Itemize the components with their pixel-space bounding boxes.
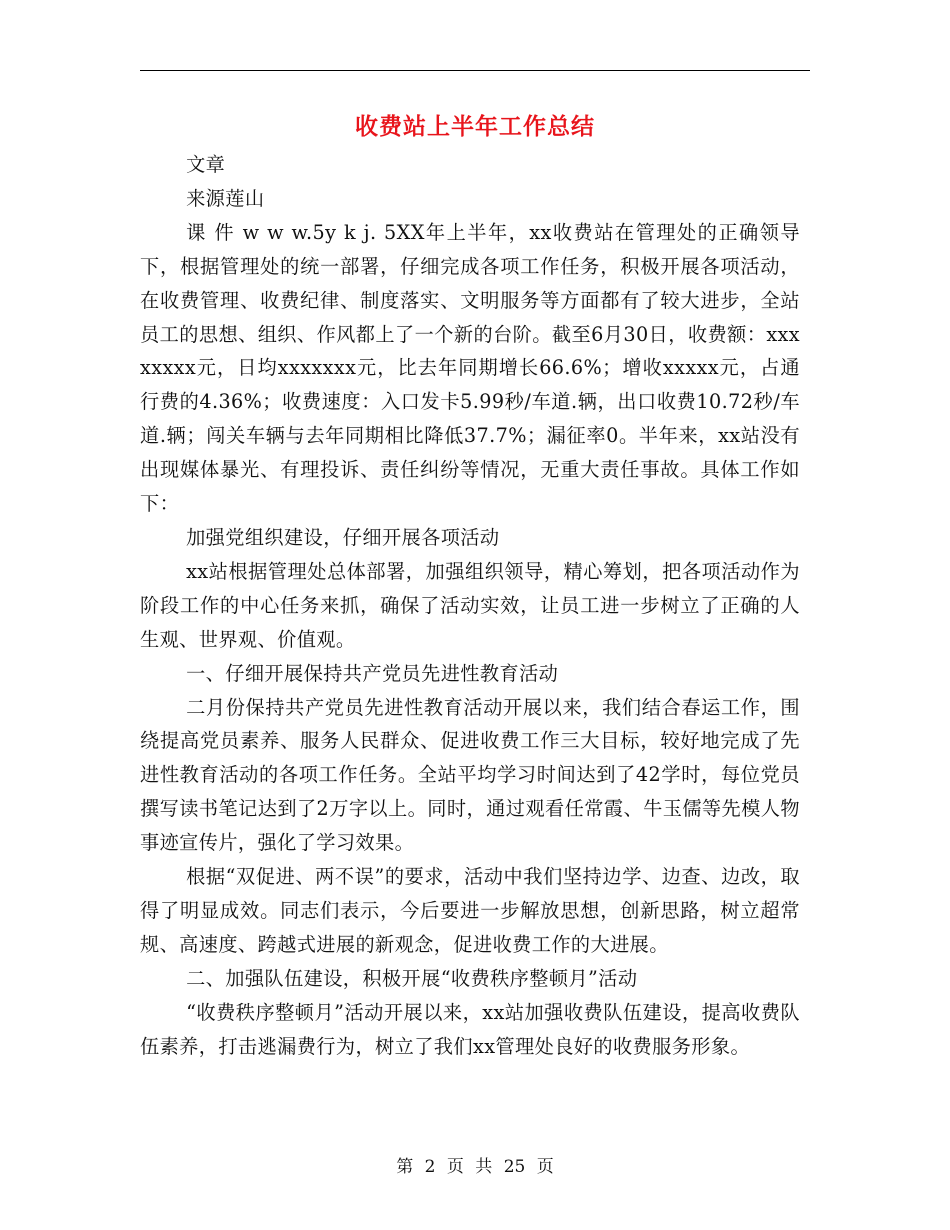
paragraph: “收费秩序整顿月”活动开展以来，xx站加强收费队伍建设，提高收费队伍素养，打击逃漏费行为，树立了我们xx管理处良好的收费服务形象。	[140, 1000, 800, 1058]
paragraph: xx站根据管理处总体部署，加强组织领导，精心筹划，把各项活动作为阶段工作的中心任务来抓，确保了活动实效，让员工进一步树立了正确的人生观、世界观、价值观。	[140, 559, 800, 651]
paragraph: 来源莲山	[186, 186, 265, 210]
paragraph: 根据“双促进、两不误”的要求，活动中我们坚持边学、边查、边改，取得了明显成效。同志们表示，今后要进一步解放思想，创新思路，树立超常规、高速度、跨越式进展的新观念，促进收费工作的大进展。	[140, 865, 800, 956]
section-heading: 二、加强队伍建设，积极开展“收费秩序整顿月”活动	[186, 966, 638, 990]
paragraph: 文章	[186, 153, 226, 176]
section-heading: 一、仔细开展保持共产党员先进性教育活动	[186, 661, 559, 685]
header-rule	[140, 70, 810, 71]
document-title: 收费站上半年工作总结	[355, 114, 595, 140]
document-body	[140, 148, 800, 1063]
paragraph: 课 件 w w w.5y k j. 5XX年上半年，xx收费站在管理处的正确领导下，根据管理处的统一部署，仔细完成各项工作任务，积极开展各项活动，在收费管理、收费纪律、制度落实、文明服务等方面都有了较大进步，全站员工的思想、组织、作风都上了一个新的台阶。截至6月30日，收费额：xxxxxxxx元，日均xxxxxxx元，比去年同期增长66.6%；增收xxxxx元，占通行费的4.36%；收费速度：入口发卡5.99秒/车道.辆，出口收费10.72秒/车道.辆；闯关车辆与去年同期相比降低37.7%；漏征率0。半年来，xx站没有出现媒体暴光、有理投诉、责任纠纷等情况，无重大责任事故。具体工作如下：	[140, 220, 800, 516]
section-heading: 加强党组织建设，仔细开展各项活动	[186, 525, 500, 549]
page-footer: 第 2 页 共 25 页	[396, 1157, 554, 1177]
paragraph: 二月份保持共产党员先进性教育活动开展以来，我们结合春运工作，围绕提高党员素养、服务人民群众、促进收费工作三大目标，较好地完成了先进性教育活动的各项工作任务。全站平均学习时间达到了42学时，每位党员撰写读书笔记达到了2万字以上。同时，通过观看任常霞、牛玉儒等先模人物事迹宣传片，强化了学习效果。	[140, 695, 800, 855]
